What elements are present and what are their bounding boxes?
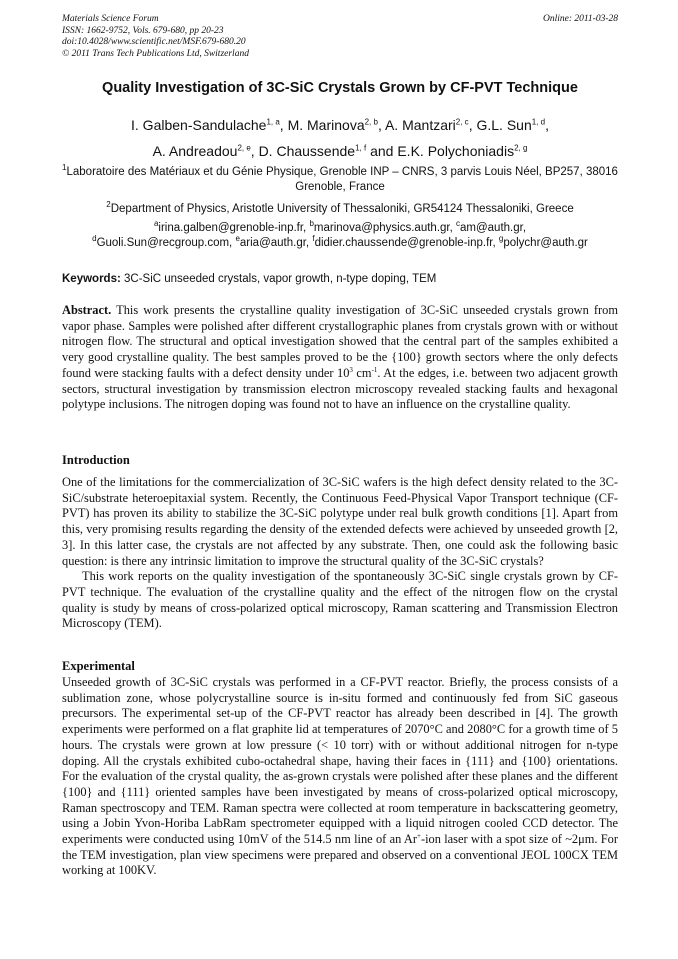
online-date: Online: 2011-03-28 bbox=[542, 14, 618, 24]
email-link[interactable]: marinova@physics.auth.gr, bbox=[313, 222, 453, 234]
abstract-label: Abstract. bbox=[62, 303, 112, 317]
email-link[interactable]: polychr@auth.gr bbox=[503, 237, 588, 249]
issn-line: ISSN: 1662-9752, Vols. 679-680, pp 20-23 bbox=[62, 25, 224, 36]
email-link[interactable]: didier.chaussende@grenoble-inp.fr, bbox=[314, 237, 496, 249]
author-name: I. Galben-Sandulache bbox=[131, 117, 267, 133]
journal-header bbox=[62, 14, 618, 60]
author-name: G.L. Sun bbox=[476, 117, 532, 133]
paper-title: Quality Investigation of 3C-SiC Crystals Grown by CF-PVT Technique bbox=[102, 80, 578, 96]
email-link[interactable]: Guoli.Sun@recgroup.com, bbox=[96, 237, 233, 249]
introduction-body bbox=[62, 475, 618, 632]
author-name: E.K. Polychoniadis bbox=[397, 143, 515, 159]
email-link[interactable]: irina.galben@grenoble-inp.fr, bbox=[158, 222, 307, 234]
paragraph: One of the limitations for the commercialization of 3C-SiC wafers is the high defect density related to the 3C-SiC/substrate heteroepitaxial system. Recently, the Continuous Feed-Physical Vapor Transport technique (CF-PVT) has proven its ability to stabilize the 3C-SiC polytype under real bulk growth conditions [1]. Apart from this, very promising results regarding the density of the extended defects were achieved by unseeded growth [2, 3]. In this latter case, the crystals are not affected by any substrate. Then, one could ask the following basic question: is there any intrinsic limitation to improve the structural quality of the 3C-SiC crystals? bbox=[62, 475, 618, 568]
keywords-label: Keywords: bbox=[62, 273, 121, 285]
experimental-heading: Experimental bbox=[62, 659, 135, 673]
keywords-text: 3C-SiC unseeded crystals, vapor growth, n-type doping, TEM bbox=[124, 273, 437, 285]
author-name: M. Marinova bbox=[287, 117, 365, 133]
doi-line[interactable]: doi:10.4028/www.scientific.net/MSF.679-680.20 bbox=[62, 37, 246, 47]
affiliation-1: $^1$Laboratoire des Matériaux et du Génie Physique, Grenoble INP – CNRS, 3 parvis Louis Néel, BP257, 38016 Grenoble, France bbox=[62, 163, 618, 193]
affiliation-2: $^2$Department of Physics, Aristotle University of Thessaloniki, GR54124 Thessaloniki, Greece bbox=[106, 200, 574, 215]
copyright-line: © 2011 Trans Tech Publications Ltd, Switzerland bbox=[62, 48, 249, 59]
introduction-heading: Introduction bbox=[62, 453, 130, 467]
author-name: A. Andreadou bbox=[152, 143, 238, 159]
paragraph: This work reports on the quality investigation of the spontaneously 3C-SiC single crystals grown by CF-PVT technique. The evaluation of the crystalline quality and the effect of the nitrogen flow on the crystal quality is study by means of cross-polarized optical microscopy, Raman scattering and Transmission Electron Microscopy (TEM). bbox=[62, 569, 618, 631]
experimental-body: Unseeded growth of 3C-SiC crystals was performed in a CF-PVT reactor. Briefly, the process consists of a sublimation zone, whose polycrystalline source is in-situ formed and continuously fed from SiC gaseous precursors. The experimental set-up of the CF-PVT reactor has already been described in [4]. The growth experiments were performed on a flat graphite lid at temperatures of 2070°C and 2080°C for a growth time of 5 hours. The crystals were grown at low pressure (< 10 torr) with or without additional nitrogen for n-type doping. All the crystals exhibited cubo-octahedral shape, having their faces in {111} and {100} orientations. For the evaluation of the crystal quality, the as-grown crystals were polished after these planes and the different {100} and {111} oriented samples have been investigated by means of cross-polarized optical microscopy, Raman spectroscopy and TEM. Raman spectra were collected at room temperature in backscattering geometry, using a Jobin Yvon-Horiba LabRam spectrometer equipped with a liquid nitrogen cooled CCD detector. The experiments were conducted using 10mV of the 514.5 nm line of an Ar+-ion laser with a spot size of ~2μm. For the TEM investigation, plan view specimens were prepared and observed on a conventional JEOL 100CX TEM working at 100KV. bbox=[62, 675, 618, 878]
author-name: D. Chaussende bbox=[258, 143, 356, 159]
email-link[interactable]: am@auth.gr, bbox=[460, 222, 527, 234]
email-list: $^a$irina.galben@grenoble-inp.fr, $^b$marinova@physics.auth.gr, $^c$am@auth.gr, $^d$Guoli.Sun@recgroup.com, $^e$aria@auth.gr, $^f$didier.chaussende@grenoble-inp.fr, $^g$polychr@auth.gr bbox=[92, 219, 588, 249]
author-list: I. Galben-Sandulache$^{1, a}$, M. Marinova$^{2, b}$, A. Mantzari$^{2, c}$, G.L. Sun$^{1, d}$, A. Andreadou$^{2, e}$, D. Chaussende$^{1, f}$ and E.K. Polychoniadis$^{2, g}$ bbox=[131, 117, 549, 159]
keywords bbox=[62, 273, 618, 285]
author-name: A. Mantzari bbox=[384, 117, 456, 133]
email-link[interactable]: aria@auth.gr, bbox=[239, 237, 310, 249]
abstract: Abstract. This work presents the crystalline quality investigation of 3C-SiC unseeded crystals grown from vapor phase. Samples were polished after different crystallographic planes from crystals grown with or without nitrogen flow. The structural and optical investigation showed that the central part of the samples exhibited a very good crystalline quality. The best samples proved to be the {100} growth sectors where the only defects found were stacking faults with a defect density under $10^3$ $cm^{-1}$. At the edges, i.e. between two adjacent growth sectors, structural investigation by transmission electron microscopy revealed stacking faults and hexagonal polytype inclusions. The nitrogen doping was found not to have an influence on the crystalline quality. bbox=[62, 303, 619, 412]
journal-name: Materials Science Forum bbox=[62, 14, 159, 24]
